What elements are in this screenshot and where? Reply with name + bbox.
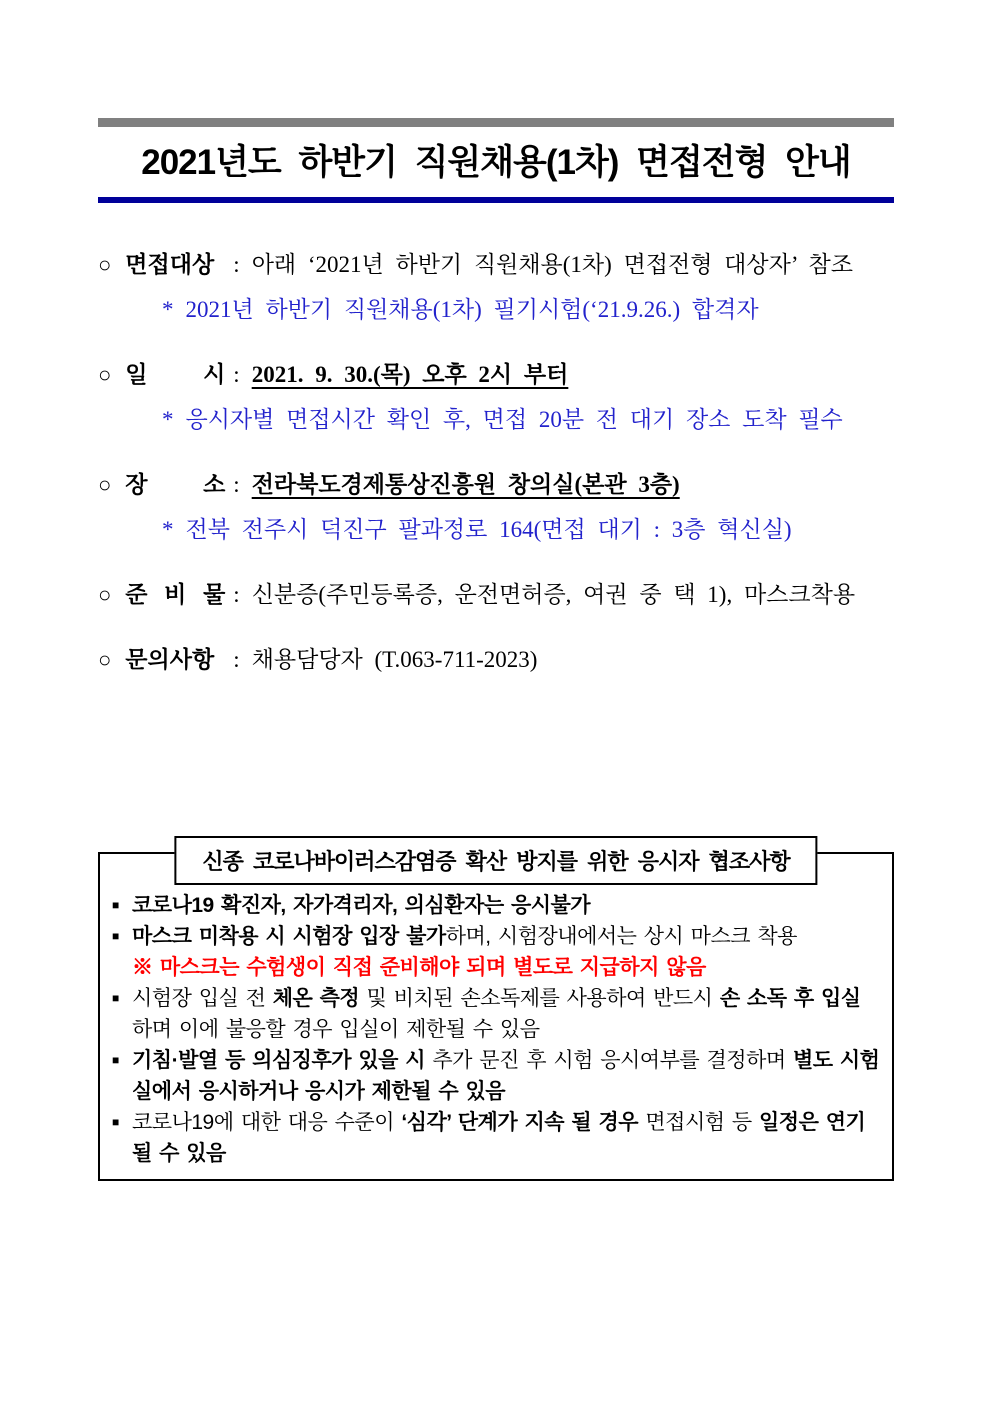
notice-text-segment: ‘심각’ 단계가 지속 될 경우 <box>401 1111 639 1134</box>
notice-text-segment: 마스크 미착용 시 시험장 입장 불가 <box>132 925 446 948</box>
notice-text-segment: 손 소독 후 입실 <box>719 987 861 1010</box>
notice-text-segment: 기침·발열 등 의심징후가 있을 시 <box>132 1049 426 1072</box>
page-title: 2021년도 하반기 직원채용(1차) 면접전형 안내 <box>141 143 851 182</box>
info-label: 일 시 <box>125 362 226 387</box>
square-bullet-icon: ■ <box>112 1115 119 1129</box>
square-bullet-icon: ■ <box>112 1053 119 1067</box>
notice-text-segment: 추가 문진 후 시험 응시여부를 결정하며 <box>425 1049 793 1072</box>
covid-notice-header: 신종 코로나바이러스감염증 확산 방지를 위한 응시자 협조사항 <box>174 836 817 885</box>
notice-text-segment: 별도 시험실에서 응시하거나 응시가 제한될 수 있음 <box>132 1049 880 1103</box>
colon-separator: : <box>233 647 240 672</box>
note-line <box>98 404 894 435</box>
info-line <box>98 359 894 390</box>
colon-separator: : <box>233 362 240 387</box>
info-value: 신분증(주민등록증, 운전면허증, 여권 중 택 1), 마스크착용 <box>251 582 856 607</box>
asterisk-marker: * <box>162 517 174 542</box>
notice-text-segment: 코로나19 확진자, 자가격리자, 의심환자는 응시불가 <box>132 894 591 917</box>
square-bullet-icon: ■ <box>112 991 119 1005</box>
note-line <box>98 514 894 545</box>
notice-text-segment: 시험장 입실 전 <box>132 987 273 1010</box>
circle-bullet-icon: ○ <box>98 252 112 277</box>
circle-bullet-icon: ○ <box>98 582 112 607</box>
notice-text-segment: 하며 이에 불응할 경우 입실이 제한될 수 있음 <box>132 1018 540 1041</box>
info-list <box>98 249 894 675</box>
circle-bullet-icon: ○ <box>98 472 112 497</box>
info-value: 아래 ‘2021년 하반기 직원채용(1차) 면접전형 대상자’ 참조 <box>251 252 853 277</box>
info-label: 장 소 <box>125 472 226 497</box>
info-line <box>98 469 894 500</box>
notice-item <box>112 1107 880 1169</box>
info-value: 전라북도경제통상진흥원 창의실(본관 3층) <box>251 472 680 497</box>
notice-text-segment: 면접시험 등 <box>638 1111 759 1134</box>
section-location <box>98 469 894 545</box>
info-label: 준 비 물 <box>125 582 226 607</box>
circle-bullet-icon: ○ <box>98 362 112 387</box>
circle-bullet-icon: ○ <box>98 647 112 672</box>
square-bullet-icon: ■ <box>112 929 119 943</box>
info-label: 면접대상 <box>125 252 215 277</box>
covid-notice-body <box>112 890 880 1169</box>
title-banner <box>98 118 894 203</box>
note-line <box>98 294 894 325</box>
title-bottom-rule <box>98 197 894 203</box>
colon-separator: : <box>233 582 240 607</box>
info-value: 2021. 9. 30.(목) 오후 2시 부터 <box>251 362 569 387</box>
notice-alert-line <box>112 952 880 983</box>
notice-item <box>112 921 880 952</box>
section-contact <box>98 644 894 675</box>
note-text: 전북 전주시 덕진구 팔과정로 164(면접 대기 : 3층 혁신실) <box>185 517 792 542</box>
info-label: 문의사항 <box>125 647 215 672</box>
notice-item <box>112 983 880 1045</box>
notice-item <box>112 890 880 921</box>
note-text: 2021년 하반기 직원채용(1차) 필기시험(‘21.9.26.) 합격자 <box>185 297 759 322</box>
notice-text-segment: 체온 측정 <box>272 987 360 1010</box>
note-text: 응시자별 면접시간 확인 후, 면접 20분 전 대기 장소 도착 필수 <box>185 407 843 432</box>
notice-item <box>112 1045 880 1107</box>
info-line <box>98 644 894 675</box>
notice-text-segment: ※ 마스크는 수험생이 직접 준비해야 되며 별도로 지급하지 않음 <box>132 956 706 979</box>
notice-text-segment: 및 비치된 손소독제를 사용하여 반드시 <box>359 987 720 1010</box>
asterisk-marker: * <box>162 297 174 322</box>
colon-separator: : <box>233 472 240 497</box>
notice-text-segment: 하며, 시험장내에서는 상시 마스크 착용 <box>445 925 797 948</box>
notice-text-segment: 일정은 연기될 수 있음 <box>132 1111 866 1165</box>
info-line <box>98 249 894 280</box>
info-line <box>98 579 894 610</box>
colon-separator: : <box>233 252 240 277</box>
notice-text-segment: 코로나19에 대한 대응 수준이 <box>132 1111 402 1134</box>
square-bullet-icon: ■ <box>112 898 119 912</box>
section-interview-target <box>98 249 894 325</box>
section-items-to-bring <box>98 579 894 610</box>
asterisk-marker: * <box>162 407 174 432</box>
covid-notice-box <box>98 849 894 1181</box>
title-top-rule <box>98 118 894 127</box>
info-value: 채용담당자 (T.063-711-2023) <box>251 647 538 672</box>
section-datetime <box>98 359 894 435</box>
